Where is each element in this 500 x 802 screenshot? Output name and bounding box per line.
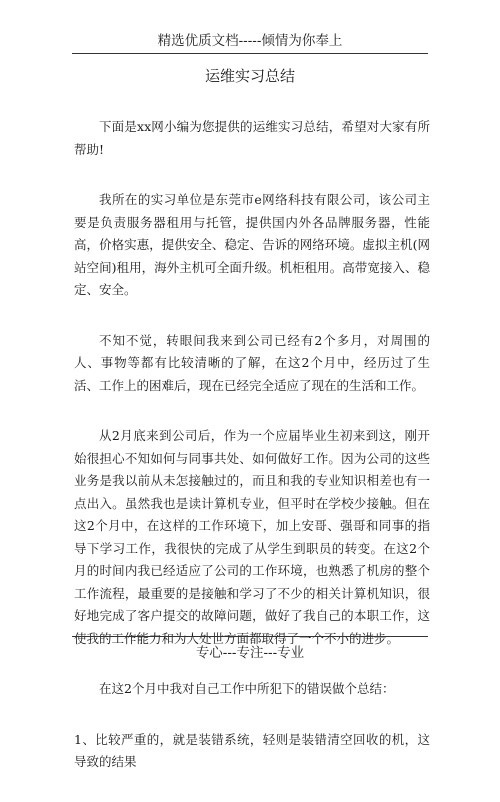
list-item-1: 1、比较严重的，就是装错系统，轻则是装错清空回收的机，这导致的结果 [74, 731, 430, 769]
document-title: 运维实习总结 [204, 67, 295, 85]
page-footer: 专心---专注---专业 [195, 645, 305, 661]
summary-intro-paragraph: 在这2个月中我对自己工作中所犯下的错误做个总结： [99, 681, 395, 696]
time-paragraph: 不知不觉，转眼间我来到公司已经有2个多月，对周围的人、事物等都有比较清晰的了解，在这2个月中，经历过了生活、工作上的困难后，现在已经完全适应了现在的生活和工作。 [74, 332, 430, 393]
page-header: 精选优质文档-----倾情为你奉上 [157, 33, 343, 49]
intro-paragraph: 下面是xx网小编为您提供的运维实习总结，希望对大家有所帮助! [74, 119, 430, 157]
document-body [74, 116, 430, 802]
experience-paragraph: 从2月底来到公司后，作为一个应届毕业生初来到这，刚开始很担心不知如何与同事共处、如何做好工作。因为公司的这些业务是我以前从未怎接触过的，而且和我的专业知识相差也有一点出入。虽然我也是读计算机专业，但平时在学校少接触。但在这2个月中，在这样的工作环境下，加上安哥、强哥和同事的指导下学习工作，我很快的完成了从学生到职员的转变。在这2个月的时间内我已经适应了公司的工作环境，也熟悉了机房的整个工作流程，最重要的是接触和学习了不少的相关计算机知识，很好地完成了客户提交的故障问题，做好了我自己的本职工作，这使我的工作能力和为人处世方面都取得了一个不小的进步。 [74, 428, 430, 646]
header-divider [72, 53, 428, 54]
footer-divider [72, 636, 428, 637]
company-paragraph: 我所在的实习单位是东莞市e网络科技有限公司，该公司主要是负责服务器租用与托管，提供国内外各品牌服务器，性能高，价格实惠，提供安全、稳定、告诉的网络环境。虚拟主机(网站空间)租用，海外主机可全面升级。机柜租用。高带宽接入、稳定、安全。 [74, 192, 430, 297]
